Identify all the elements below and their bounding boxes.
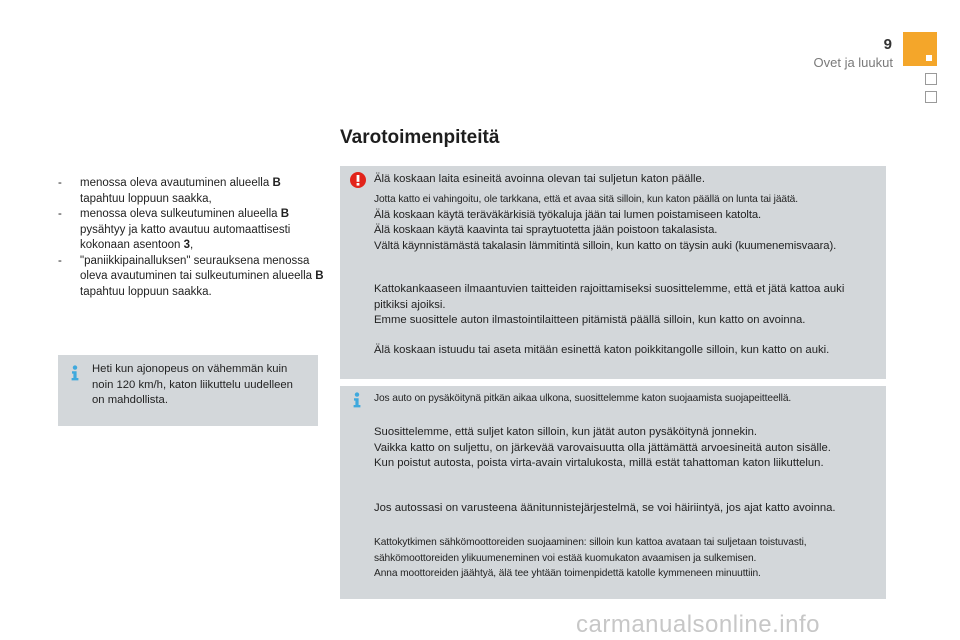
page-heading: Varotoimenpiteitä — [340, 127, 500, 148]
warning-text-4: Älä koskaan istuudu tai aseta mitään esinettä katon poikkitangolle silloin, kun katto on auki. — [374, 344, 830, 356]
info-line: Vaikka katto on suljettu, on järkevää varovaisuutta olla jättämättä arvoesineitä auton sisälle. — [374, 441, 831, 454]
warning-note — [340, 166, 886, 379]
info-note-text: Heti kun ajonopeus on vähemmän kuin noin 120 km/h, katon liikuttelu uudelleen on mahdollista. — [92, 363, 293, 406]
list-item — [58, 207, 328, 254]
info-text-2 — [374, 425, 874, 472]
list-item — [58, 176, 328, 207]
info-text-3: Jos autossasi on varusteena äänitunnistejärjestelmä, se voi häiriintyä, jos ajat katto avoinna. — [374, 502, 836, 514]
info-note-right — [340, 386, 886, 599]
section-title: Ovet ja luukut — [813, 55, 893, 70]
warning-line: Emme suosittele auton ilmastointilaitteen pitämistä päällä silloin, kun katto on avoinna. — [374, 314, 806, 326]
warning-icon — [350, 172, 366, 188]
list-text: "paniikkipainalluksen" seurauksena menossa oleva avautuminen tai sulkeutuminen alueella — [80, 254, 316, 282]
warning-line: Älä koskaan käytä teräväkärkisiä työkaluja jään tai lumen poistamiseen katolta. — [374, 208, 762, 221]
warning-line: Älä koskaan käytä kaavinta tai spraytuotetta jään poistoon takalasista. — [374, 224, 718, 236]
info-line: Anna moottoreiden jäähtyä, älä tee yhtään toimenpidettä katolle kymmeneen minuuttiin. — [374, 568, 761, 579]
chapter-tab-empty-2 — [925, 91, 937, 103]
chapter-tab-marker — [926, 55, 932, 61]
list-text: tapahtuu loppuun saakka, — [80, 192, 212, 205]
info-icon — [68, 365, 82, 381]
left-list — [58, 176, 328, 300]
info-text-1: Jos auto on pysäköitynä pitkän aikaa ulkona, suosittelemme katon suojaamista suojapeitteellä. — [374, 393, 792, 404]
list-dash: - — [58, 254, 62, 267]
list-bold: 3 — [183, 239, 190, 251]
list-text: , — [190, 239, 194, 251]
list-bold: B — [280, 208, 290, 220]
watermark: carmanualsonline.info — [576, 611, 820, 638]
info-note-left — [58, 355, 318, 426]
info-line: Kattokytkimen sähkömoottoreiden suojaaminen: silloin kun kattoa avataan tai suljetaan toistuvasti, sähkömoottoreiden ylikuumeneminen voi estää kuomukaton avaamisen ja sulkemisen. — [374, 537, 807, 564]
info-text-4 — [374, 535, 874, 582]
list-dash: - — [58, 208, 62, 220]
page-number: 9 — [883, 36, 892, 53]
list-text: tapahtuu loppuun saakka. — [80, 285, 212, 298]
list-bold: B — [315, 270, 324, 282]
warning-line: Kattokankaaseen ilmaantuvien taitteiden rajoittamiseksi suosittelemme, että et jätä kattoa auki pitkiksi ajoiksi. — [374, 283, 845, 311]
chapter-tab-empty-1 — [925, 73, 937, 85]
warning-text-3 — [374, 282, 874, 329]
list-bold: B — [272, 177, 281, 189]
list-dash: - — [58, 177, 62, 189]
warning-text-2 — [374, 192, 874, 254]
list-text: pysähtyy ja katto avautuu automaattisesti kokonaan asentoon — [80, 223, 291, 251]
warning-text-1: Älä koskaan laita esineitä avoinna olevan tai suljetun katon päälle. — [374, 173, 705, 185]
warning-line: Vältä käynnistämästä takalasin lämmitintä silloin, kun katto on täysin auki (kuumenemisvaara). — [374, 239, 837, 252]
warning-line: Jotta katto ei vahingoitu, ole tarkkana, että et avaa sitä silloin, kun katon päällä on lunta tai jäätä. — [374, 194, 798, 205]
chapter-tab — [903, 32, 937, 66]
info-line: Suosittelemme, että suljet katon silloin, kun jätät auton pysäköitynä jonnekin. — [374, 426, 758, 438]
list-text: menossa oleva sulkeutuminen alueella — [80, 208, 281, 220]
list-item — [58, 254, 328, 301]
info-line: Kun poistut autosta, poista virta-avain virtalukosta, millä estät tahattoman katon liikuttelun. — [374, 457, 824, 469]
info-icon — [350, 392, 364, 408]
list-text: menossa oleva avautuminen alueella — [80, 177, 273, 189]
